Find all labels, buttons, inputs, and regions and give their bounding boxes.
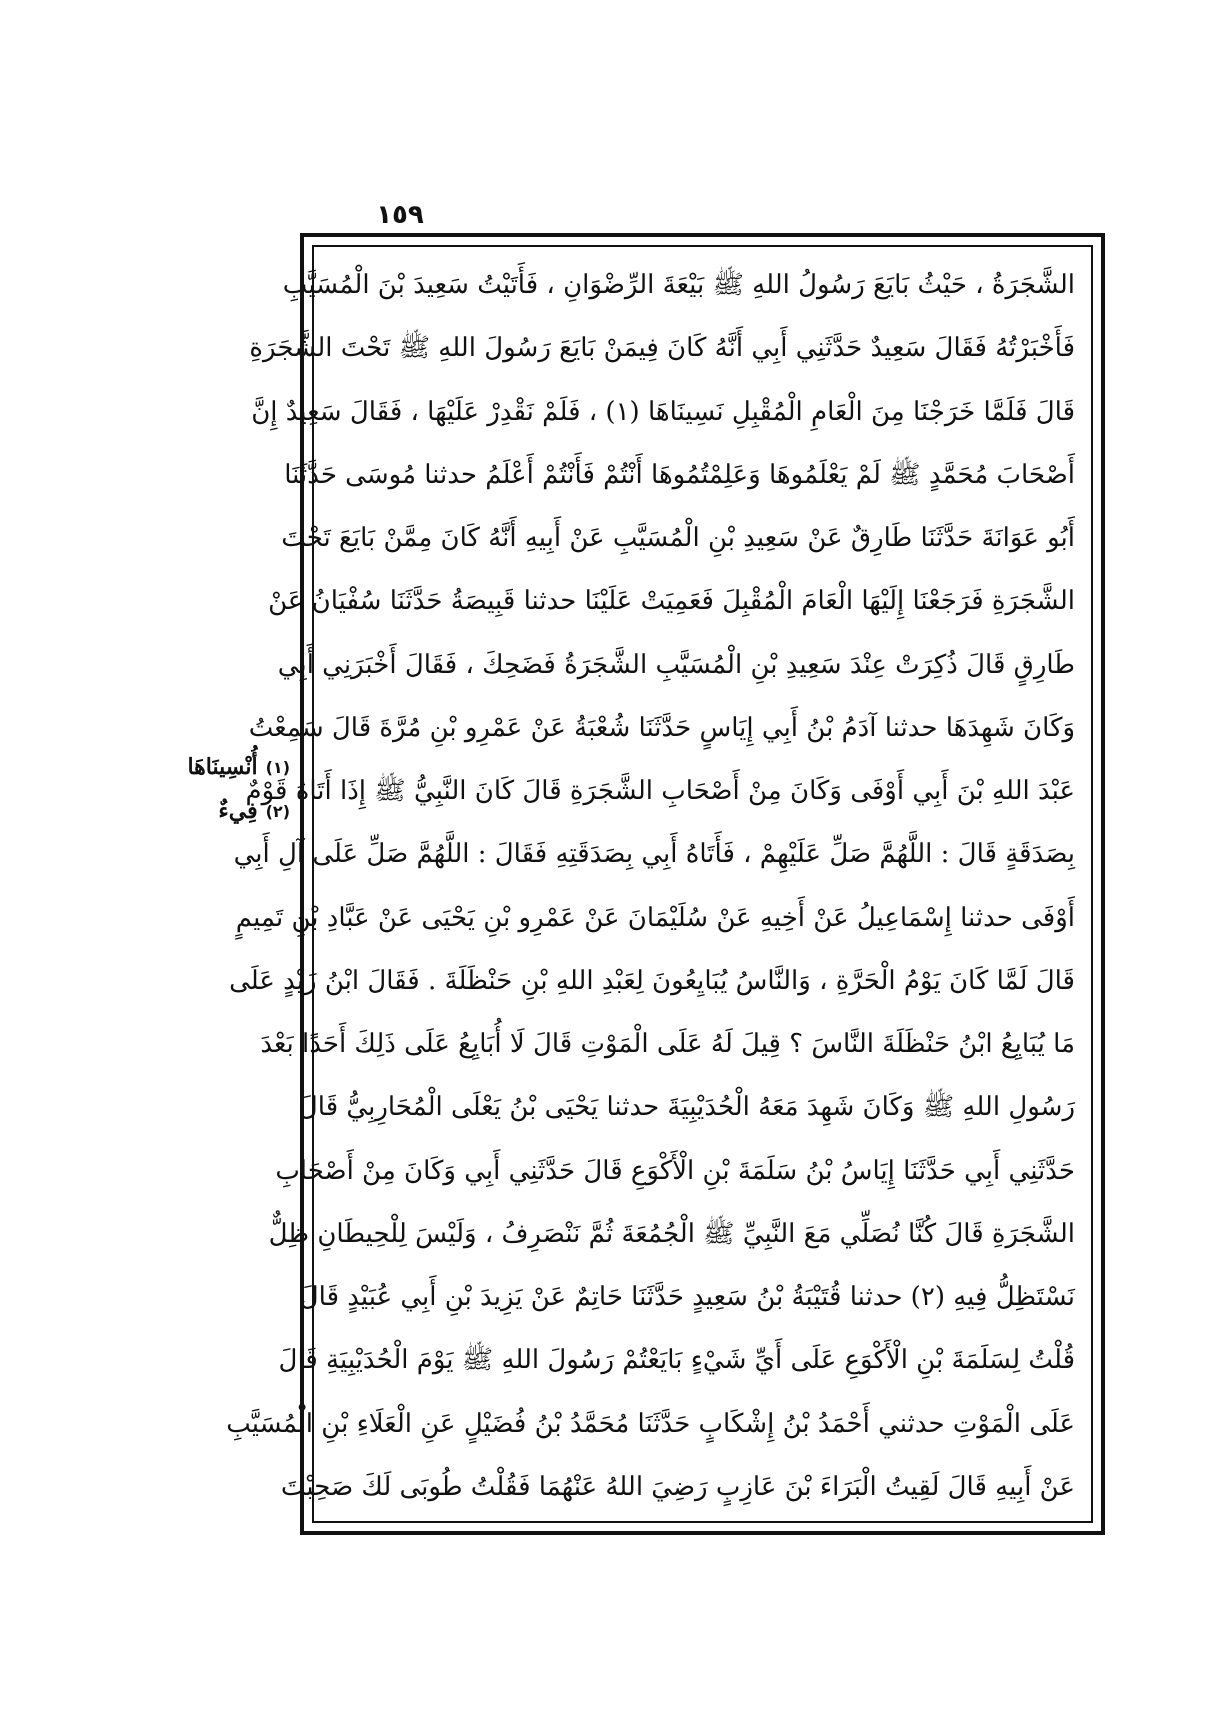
text-line: عَنْ أَبِيهِ قَالَ لَقِيتُ الْبَرَاءَ بْنَ عَازِبٍ رَضِيَ اللهُ عَنْهُمَا فَقُلْتُ طُوبَى لَكَ صَحِبْتَ	[280, 1471, 1075, 1502]
text-line: أَوْفَى حدثنا إِسْمَاعِيلُ عَنْ أَخِيهِ عَنْ سُلَيْمَانَ عَنْ عَمْرِو بْنِ يَحْيَى عَنْ عَبَّادِ بْنِ تَمِيمٍ	[235, 902, 1075, 933]
text-line: قُلْتُ لِسَلَمَةَ بْنِ الْأَكْوَعِ عَلَى أَيِّ شَيْءٍ بَايَعْتُمْ رَسُولَ اللهِ ﷺ يَوْمَ الْحُدَيْبِيَةِ قَالَ	[278, 1345, 1075, 1376]
text-line: مَا يُبَايِعُ ابْنُ حَنْظَلَةَ النَّاسَ ؟ قِيلَ لَهُ عَلَى الْمَوْتِ قَالَ لَا أُبَايِعُ عَلَى ذَلِكَ أَحَدًا بَعْدَ	[260, 1029, 1075, 1059]
margin-notes	[150, 745, 290, 833]
page-number: ١٥٩	[376, 200, 424, 230]
text-line: عَلَى الْمَوْتِ حدثني أَحْمَدُ بْنُ إِشْكَابٍ حَدَّثَنَا مُحَمَّدُ بْنُ فُضَيْلٍ عَنِ الْعَلَاءِ بْنِ الْمُسَيَّبِ	[226, 1408, 1075, 1439]
text-line: الشَّجَرَةِ قَالَ كُنَّا نُصَلِّي مَعَ النَّبِيِّ ﷺ الْجُمُعَةَ ثُمَّ نَنْصَرِفُ ، وَلَيْسَ لِلْحِيطَانِ ظِلٌّ	[268, 1218, 1075, 1249]
margin-note-1	[150, 745, 290, 789]
text-line: طَارِقٍ قَالَ ذُكِرَتْ عِنْدَ سَعِيدِ بْنِ الْمُسَيَّبِ الشَّجَرَةُ فَضَحِكَ ، فَقَالَ أَخْبَرَنِي أَبِي	[277, 649, 1075, 680]
text-line: نَسْتَظِلُّ فِيهِ (٢) حدثنا قُتَيْبَةُ بْنُ سَعِيدٍ حَدَّثَنَا حَاتِمٌ عَنْ يَزِيدَ بْنِ أَبِي عُبَيْدٍ قَالَ	[299, 1282, 1075, 1312]
text-line: أَصْحَابَ مُحَمَّدٍ ﷺ لَمْ يَعْلَمُوهَا وَعَلِمْتُمُوهَا أَنْتُمْ فَأَنْتُمْ أَعْلَمُ حدثنا مُوسَى حَدَّثَنَا	[284, 459, 1075, 490]
text-line: الشَّجَرَةِ فَرَجَعْنَا إِلَيْهَا الْعَامَ الْمُقْبِلَ فَعَمِيَتْ عَلَيْنَا حدثنا قَبِيصَةُ حَدَّثَنَا سُفْيَانُ عَنْ	[268, 586, 1075, 617]
text-line: بِصَدَقَةٍ قَالَ : اللَّهُمَّ صَلِّ عَلَيْهِمْ ، فَأَتَاهُ أَبِي بِصَدَقَتِهِ فَقَالَ : اللَّهُمَّ صَلِّ عَلَى آلِ أَبِي	[233, 839, 1075, 870]
text-line: الشَّجَرَةُ ، حَيْثُ بَايَعَ رَسُولُ اللهِ ﷺ بَيْعَةَ الرِّضْوَانِ ، فَأَتَيْتُ سَعِيدَ بْنَ الْمُسَيَّبِ	[282, 270, 1075, 300]
note-marker: (٢)	[265, 801, 290, 821]
note-text: فِيءٌ	[218, 798, 258, 824]
text-line: حَدَّثَنِي أَبِي حَدَّثَنَا إِيَاسُ بْنُ سَلَمَةَ بْنِ الْأَكْوَعِ قَالَ حَدَّثَنِي أَبِي وَكَانَ مِنْ أَصْحَابِ	[275, 1155, 1075, 1186]
margin-note-2	[150, 789, 290, 833]
text-line: قَالَ فَلَمَّا خَرَجْنَا مِنَ الْعَامِ الْمُقْبِلِ نَسِينَاهَا (١) ، فَلَمْ نَقْدِرْ عَلَيْهَا ، فَقَالَ سَعِيدٌ إِنَّ	[251, 396, 1075, 427]
text-line: قَالَ لَمَّا كَانَ يَوْمُ الْحَرَّةِ ، وَالنَّاسُ يُبَايِعُونَ لِعَبْدِ اللهِ بْنِ حَنْظَلَةَ . فَقَالَ ابْنُ زَيْدٍ عَلَى	[229, 965, 1075, 996]
text-line: فَأَخْبَرْتُهُ فَقَالَ سَعِيدٌ حَدَّثَنِي أَبِي أَنَّهُ كَانَ فِيمَنْ بَايَعَ رَسُولَ اللهِ ﷺ تَحْتَ الشَّجَرَةِ	[249, 333, 1075, 364]
text-line: عَبْدَ اللهِ بْنَ أَبِي أَوْفَى وَكَانَ مِنْ أَصْحَابِ الشَّجَرَةِ قَالَ كَانَ النَّبِيُّ ﷺ إِذَا أَتَاهُ قَوْمٌ	[245, 776, 1075, 806]
text-line: وَكَانَ شَهِدَهَا حدثنا آدَمُ بْنُ أَبِي إِيَاسٍ حَدَّثَنَا شُعْبَةُ عَنْ عَمْرِو بْنِ مُرَّةَ قَالَ سَمِعْتُ	[248, 712, 1075, 743]
note-marker: (١)	[265, 757, 290, 777]
note-text: أُنْسِينَاهَا	[187, 754, 258, 780]
text-line: رَسُولِ اللهِ ﷺ وَكَانَ شَهِدَ مَعَهُ الْحُدَيْبِيَةَ حدثنا يَحْيَى بْنُ يَعْلَى الْمُحَارِبِيُّ قَالَ	[298, 1092, 1075, 1123]
text-line: أَبُو عَوَانَةَ حَدَّثَنَا طَارِقٌ عَنْ سَعِيدِ بْنِ الْمُسَيَّبِ عَنْ أَبِيهِ أَنَّهُ كَانَ مِمَّنْ بَايَعَ تَحْتَ	[281, 523, 1075, 553]
